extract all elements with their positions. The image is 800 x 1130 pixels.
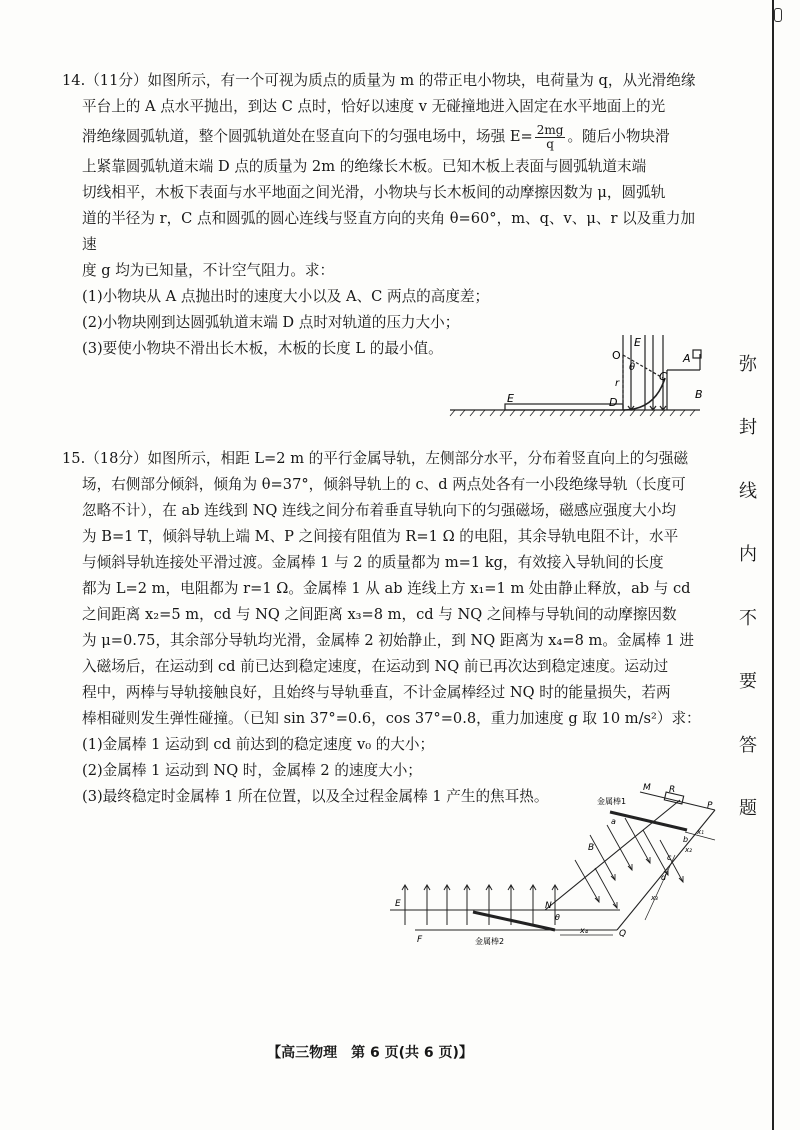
label-R: R: [669, 785, 676, 795]
label-x2: x₂: [685, 846, 692, 854]
label-N: N: [545, 901, 552, 911]
label-D: D: [609, 396, 618, 409]
label-B: B: [695, 388, 703, 401]
q15-sub1: (1)金属棒 1 运动到 cd 前达到的稳定速度 v₀ 的大小；: [82, 736, 435, 753]
q14-line3-after: 。随后小物块滑: [567, 128, 670, 145]
binding-char: 线: [739, 480, 757, 502]
label-x3: x₃: [651, 894, 658, 902]
field-fraction: [535, 124, 566, 151]
q15-line: 入磁场后，在运动到 cd 前已达到稳定速度，在运动到 NQ 前已再次达到稳定速度。运动过: [82, 658, 669, 675]
q15-line: 都为 L=2 m，电阻都为 r=1 Ω。金属棒 1 从 ab 连线上方 x₁=1 m 处由静止释放，ab 与 cd: [82, 580, 691, 597]
label-bar2: 金属棒2: [475, 937, 505, 946]
q14-line-with-fraction: [62, 120, 702, 154]
question-14: [62, 68, 702, 362]
q15-line: 场，右侧部分倾斜，倾角为 θ=37°，倾斜导轨上的 c、d 两点处各有一小段绝缘导轨（长度可: [82, 476, 686, 493]
label-Q: Q: [619, 929, 627, 939]
q14-line: 14.（11分）如图所示，有一个可视为质点的质量为 m 的带正电小物块，电荷量为 q，从光滑绝缘: [62, 72, 696, 89]
label-b: b: [683, 835, 689, 844]
q14-line3-before: 滑绝缘圆弧轨道，整个圆弧轨道处在竖直向下的匀强电场中，场强 E=: [82, 128, 533, 145]
q14-sub3: (3)要使小物块不滑出长木板，木板的长度 L 的最小值。: [82, 340, 443, 357]
q15-line: 忽略不计），在 ab 连线到 NQ 连线之间分布着垂直导轨向下的匀强磁场，磁感应强度大小均: [82, 502, 677, 519]
label-E-point: E: [507, 392, 514, 405]
label-F: F: [417, 935, 423, 945]
binding-char: 题: [739, 797, 757, 819]
label-bar1: 金属棒1: [597, 797, 627, 806]
q15-sub2: (2)金属棒 1 运动到 NQ 时，金属棒 2 的速度大小；: [82, 762, 422, 779]
q14-sub1: (1)小物块从 A 点抛出时的速度大小以及 A、C 两点的高度差；: [82, 288, 490, 305]
q14-line: 平台上的 A 点水平抛出，到达 C 点时，恰好以速度 v 无碰撞地进入固定在水平地面上的光: [82, 98, 666, 115]
q15-line: 为 B=1 T，倾斜导轨上端 M、P 之间接有阻值为 R=1 Ω 的电阻，其余导轨电阻不计，水平: [82, 528, 679, 545]
binding-char: 不: [739, 607, 757, 629]
label-c: c: [667, 853, 672, 862]
binding-warning: [728, 350, 768, 820]
binding-char: 内: [739, 544, 757, 566]
label-theta: θ: [629, 362, 636, 373]
binding-char: 封: [739, 417, 757, 439]
q14-line: 切线相平，木板下表面与水平地面之间光滑，小物块与长木板间的动摩擦因数为 μ，圆弧轨: [82, 184, 666, 201]
q14-line: 上紧靠圆弧轨道末端 D 点的质量为 2m 的绝缘长木板。已知木板上表面与圆弧轨道末端: [82, 158, 647, 175]
q14-line: 道的半径为 r，C 点和圆弧的圆心连线与竖直方向的夹角 θ=60°，m、q、v、μ、r 以及重力加速: [82, 210, 696, 253]
label-B: B: [588, 843, 595, 853]
binding-char: 弥: [739, 354, 757, 375]
q15-line: 15.（18分）如图所示，相距 L=2 m 的平行金属导轨，左侧部分水平，分布着竖直向上的匀强磁: [62, 450, 689, 467]
q15-line: 程中，两棒与导轨接触良好，且始终与导轨垂直，不计金属棒经过 NQ 时的能量损失，若两: [82, 684, 671, 701]
q14-line: 度 g 均为已知量，不计空气阻力。求：: [82, 262, 335, 279]
q15-sub3: (3)最终稳定时金属棒 1 所在位置，以及全过程金属棒 1 产生的焦耳热。: [82, 788, 549, 805]
q15-line: 与倾斜导轨连接处平滑过渡。金属棒 1 与 2 的质量都为 m=1 kg，有效接入导轨间的长度: [82, 554, 664, 571]
label-P: P: [707, 801, 713, 811]
q15-line: 棒相碰则发生弹性碰撞。（已知 sin 37°=0.6，cos 37°=0.8，重力加速度 g 取 10 m/s²）求：: [82, 710, 701, 727]
label-O: O: [612, 349, 621, 362]
q15-figure: [385, 780, 725, 955]
label-x4: x₄: [580, 926, 588, 935]
label-x1: x₁: [697, 828, 704, 836]
label-r: r: [615, 378, 620, 389]
label-a: a: [611, 817, 616, 826]
fraction-numerator: 2mg: [536, 122, 564, 137]
binding-hole: [774, 8, 782, 22]
label-E-field: E: [634, 336, 641, 349]
label-M: M: [643, 783, 651, 793]
binding-char: 要: [739, 671, 757, 693]
binding-line: [772, 0, 774, 1130]
label-d: d: [661, 873, 667, 882]
fraction-denominator: q: [546, 136, 554, 151]
q14-sub2: (2)小物块刚到达圆弧轨道末端 D 点时对轨道的压力大小；: [82, 314, 460, 331]
page-footer: 【高三物理 第 6 页(共 6 页)】: [267, 1045, 473, 1061]
question-15: [62, 446, 702, 810]
label-E: E: [395, 899, 401, 909]
q14-figure: [445, 330, 725, 430]
label-theta: θ: [555, 913, 560, 922]
q15-line: 之间距离 x₂=5 m，cd 与 NQ 之间距离 x₃=8 m，cd 与 NQ 之间棒与导轨间的动摩擦因数: [82, 606, 677, 623]
label-A: A: [683, 352, 691, 365]
q15-line: 为 μ=0.75，其余部分导轨均光滑，金属棒 2 初始静止，到 NQ 距离为 x₄=8 m。金属棒 1 进: [82, 632, 694, 649]
binding-char: 答: [739, 734, 757, 756]
label-C: C: [659, 370, 667, 383]
